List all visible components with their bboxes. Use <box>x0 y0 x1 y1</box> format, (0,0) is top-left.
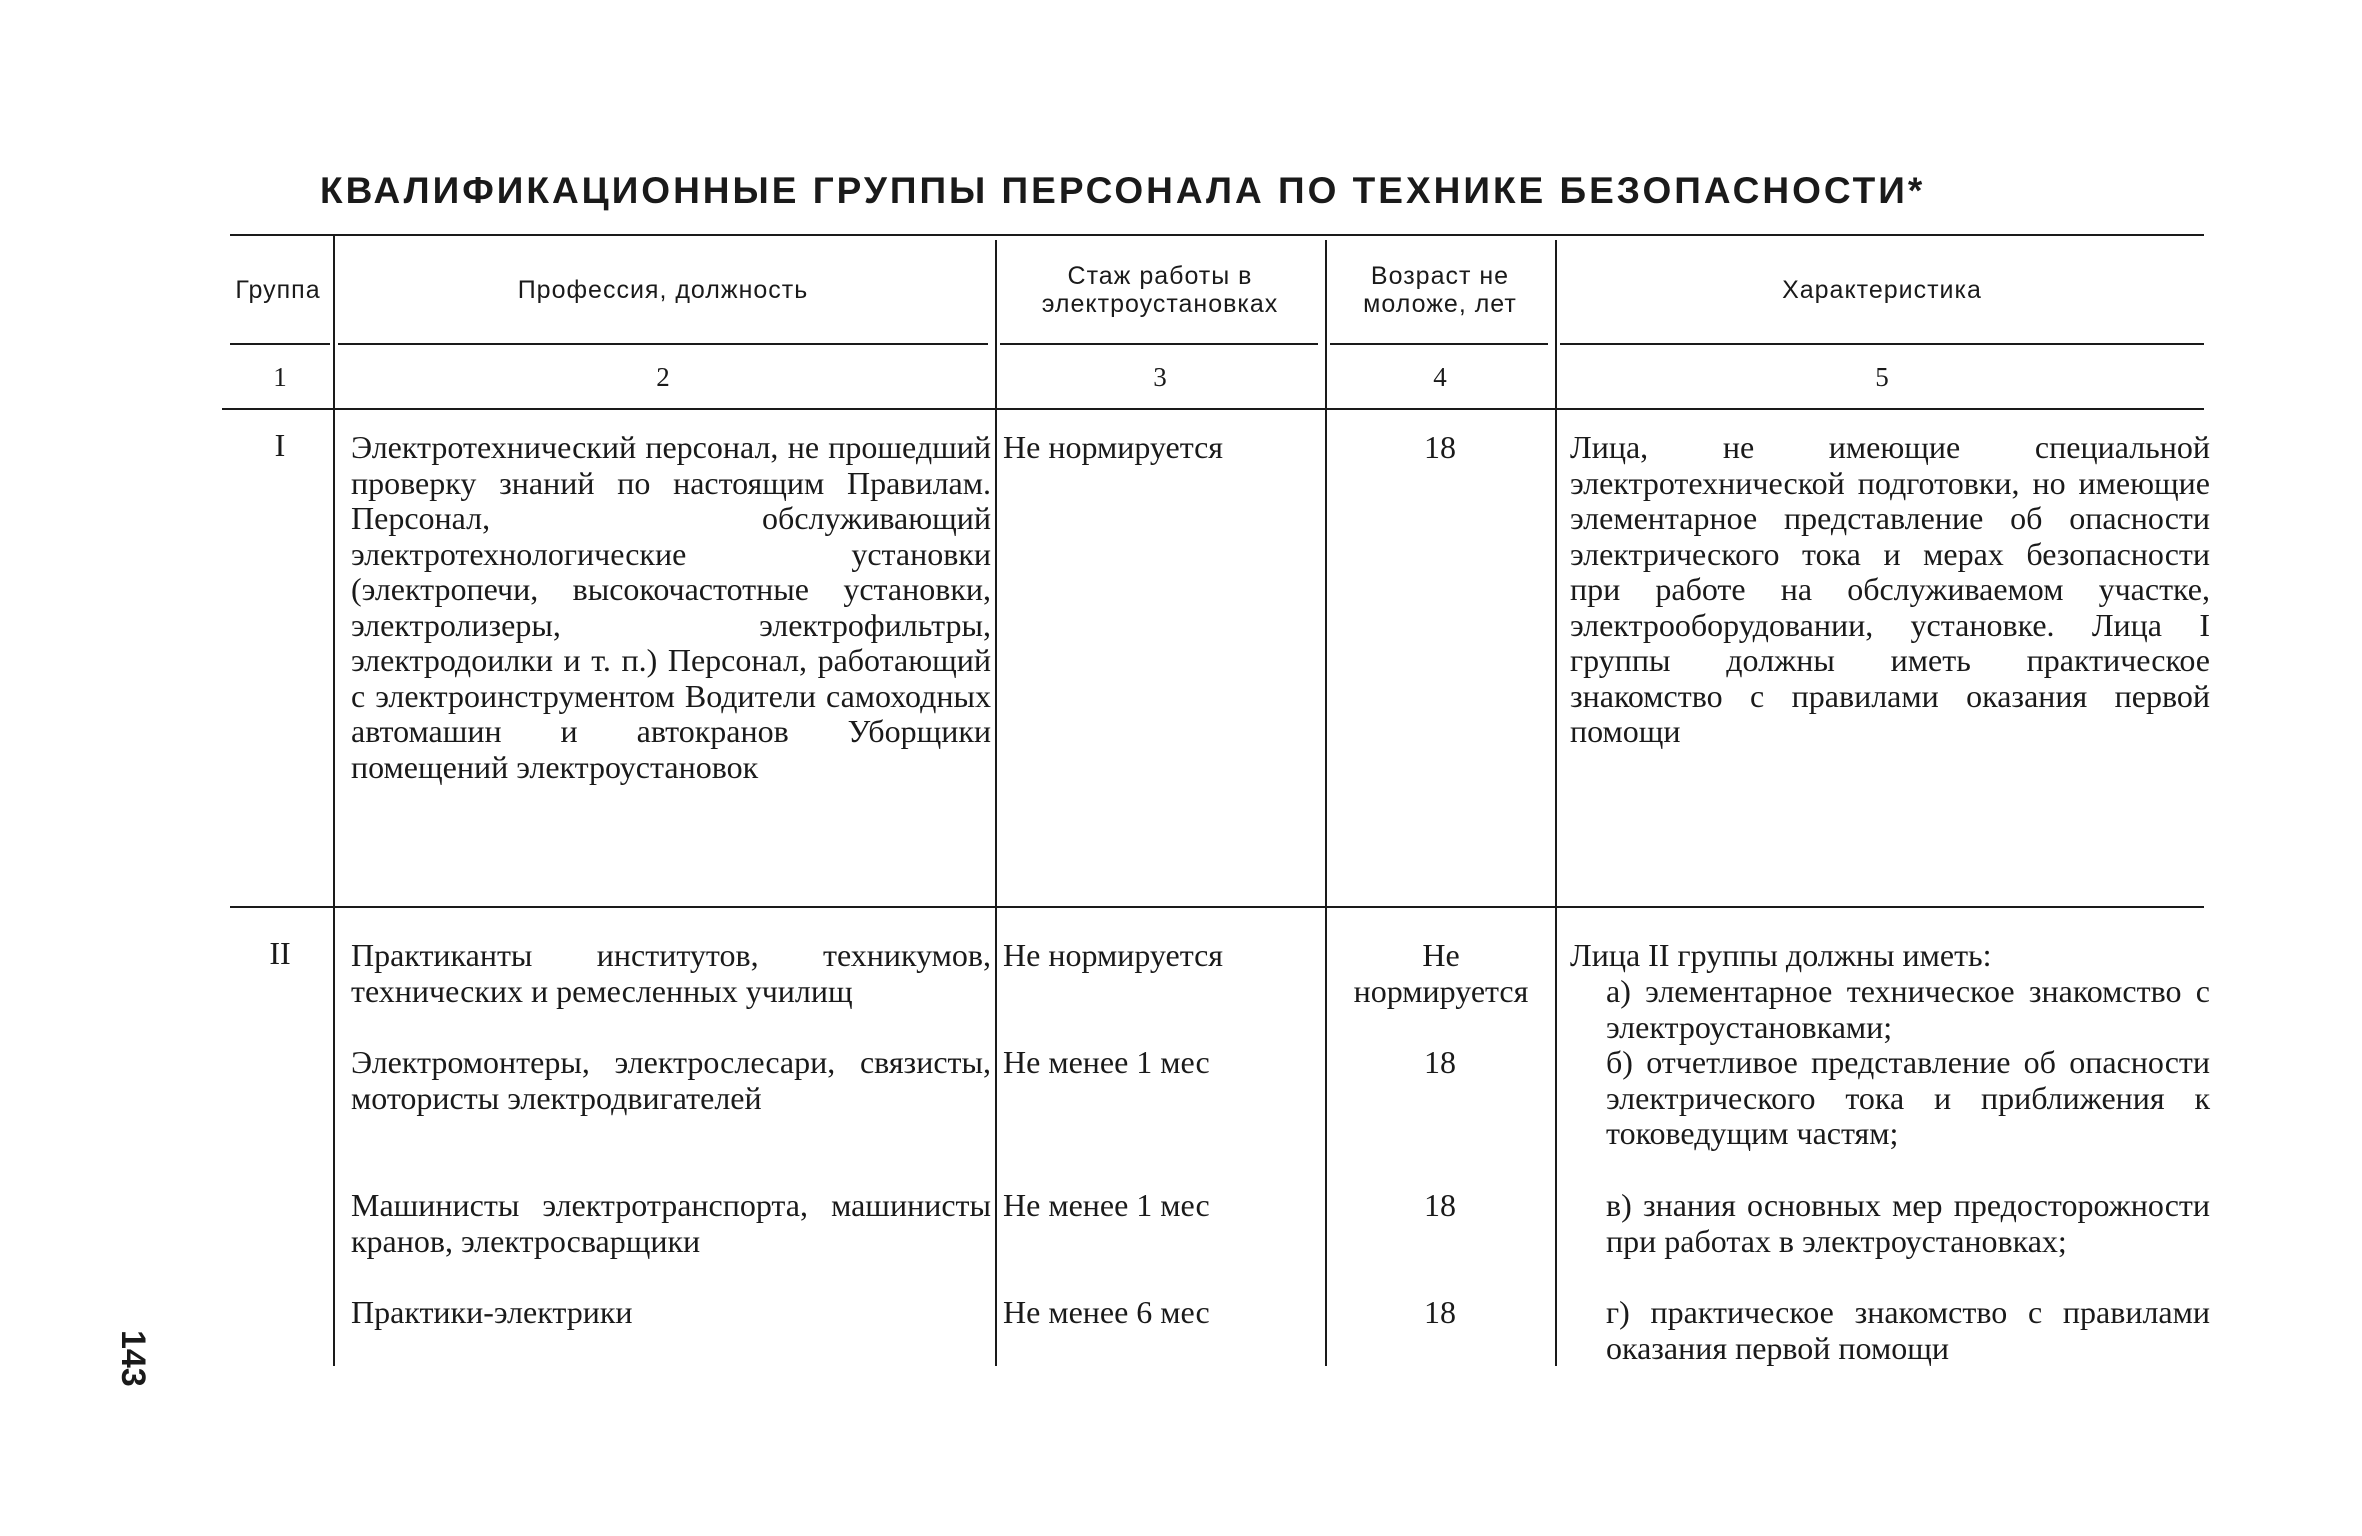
group-1-experience: Не нормируется <box>1003 429 1223 465</box>
column-header-group: Группа <box>235 276 321 304</box>
group-2-characteristic-item-b: б) отчетливое представление об опасности электрического тока и приближения к токоведущим частям; <box>1606 1044 2210 1151</box>
col-divider-4-5 <box>1555 240 1557 1366</box>
group-divider-rule <box>230 906 2204 908</box>
group-2-profession-1: Практиканты институтов, техникумов, технических и ремесленных училищ <box>351 937 991 1009</box>
column-header-age: Возраст не моложе, лет <box>1363 262 1517 318</box>
col-divider-3-4 <box>1325 240 1327 1366</box>
column-header-experience: Стаж работы в электроустановках <box>1041 262 1279 318</box>
group-1-age: 18 <box>1424 429 1456 465</box>
group-2-age-3: 18 <box>1424 1187 1456 1223</box>
group-number: I <box>274 427 286 463</box>
group-2-age-1: Не нормируется <box>1353 937 1529 1009</box>
group-2-experience-2: Не менее 1 мес <box>1003 1044 1210 1080</box>
column-number-4: 4 <box>1433 362 1447 392</box>
column-number-1: 1 <box>273 362 287 392</box>
header-rule-col5 <box>1560 343 2204 345</box>
col-divider-1-2 <box>333 236 335 1366</box>
table-top-rule <box>230 234 2204 236</box>
group-2-age-2: 18 <box>1424 1044 1456 1080</box>
column-number-5: 5 <box>1875 362 1889 392</box>
numbers-bottom-rule <box>222 408 2204 410</box>
group-2-experience-3: Не менее 1 мес <box>1003 1187 1210 1223</box>
column-number-3: 3 <box>1153 362 1167 392</box>
column-header-profession: Профессия, должность <box>517 276 809 304</box>
group-1-characteristic: Лица, не имеющие специальной электротехнической подготовки, но имеющие элементарное представление об опасности электрического тока и мерах безопасности при работе на обслуживаемом участке, электрооборудовании, установке. Лица I группы должны иметь практическое знакомство с правилами оказания первой помощи <box>1570 429 2210 749</box>
group-2-characteristic-intro: Лица II группы должны иметь: <box>1570 937 1992 973</box>
column-header-characteristic: Характеристика <box>1782 276 1982 304</box>
group-2-characteristic-item-c: в) знания основных мер предосторожности при работах в электроустановках; <box>1606 1187 2210 1259</box>
group-1-profession: Электротехнический персонал, не прошедший проверку знаний по настоящим Правилам. Персонал, обслуживающий электротехнологические установки (электропечи, высокочастотные установки, электролизеры, электрофильтры, электродоилки и т. п.) Персонал, работающий с электроинструментом Водители самоходных автомашин и автокранов Уборщики помещений электроустановок <box>351 429 991 785</box>
header-rule-col2 <box>338 343 988 345</box>
page-number: 143 <box>114 1330 152 1387</box>
group-number: II <box>269 935 291 971</box>
page-title: КВАЛИФИКАЦИОННЫЕ ГРУППЫ ПЕРСОНАЛА ПО ТЕХНИКЕ БЕЗОПАСНОСТИ* <box>320 170 1926 211</box>
col-divider-2-3 <box>995 240 997 1366</box>
group-2-characteristic-item-d: г) практическое знакомство с правилами оказания первой помощи <box>1606 1294 2210 1366</box>
group-2-profession-4: Практики-электрики <box>351 1294 633 1330</box>
group-2-experience-1: Не нормируется <box>1003 937 1223 973</box>
group-2-profession-3: Машинисты электротранспорта, машинисты кранов, электросварщики <box>351 1187 991 1259</box>
group-2-age-4: 18 <box>1424 1294 1456 1330</box>
group-2-profession-2: Электромонтеры, электрослесари, связисты, мотористы электродвигателей <box>351 1044 991 1116</box>
header-rule-col4 <box>1330 343 1548 345</box>
group-2-characteristic-item-a: а) элементарное техническое знакомство с электроустановками; <box>1606 973 2210 1045</box>
header-rule-col1 <box>230 343 330 345</box>
column-number-2: 2 <box>656 362 670 392</box>
group-2-experience-4: Не менее 6 мес <box>1003 1294 1210 1330</box>
header-rule-col3 <box>1000 343 1318 345</box>
